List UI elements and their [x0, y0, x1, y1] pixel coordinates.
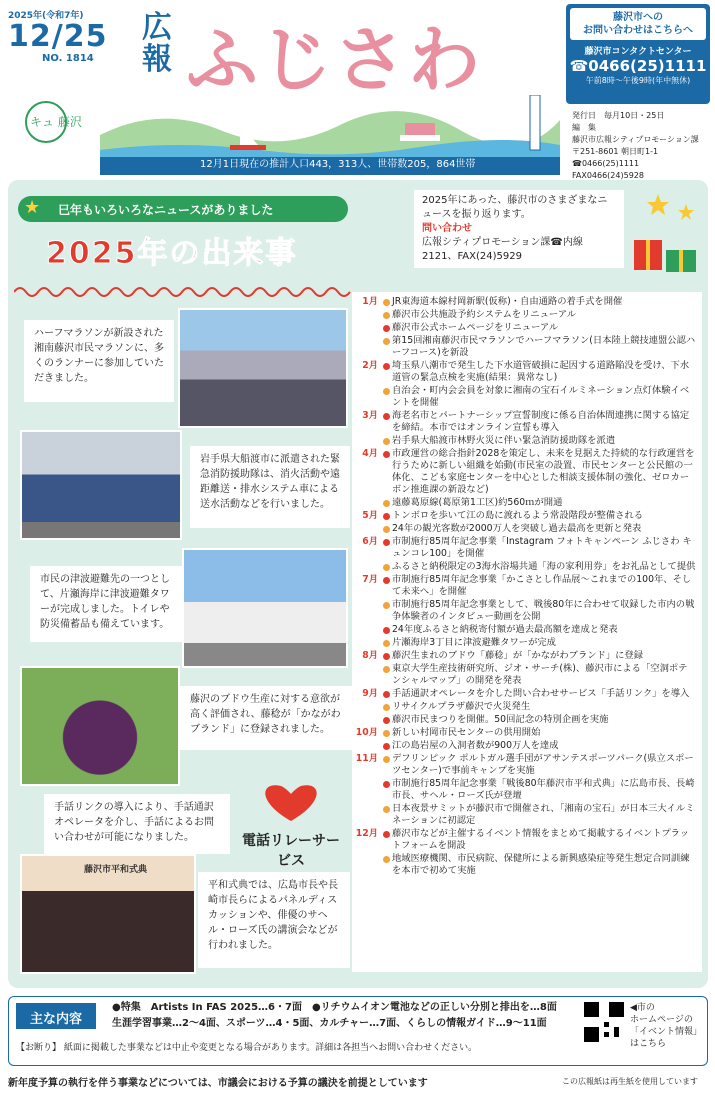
- koho-label: 広報: [142, 10, 172, 77]
- event-month: [352, 322, 382, 334]
- event-row: [352, 561, 696, 573]
- publication-logo: ふじさわ: [186, 18, 483, 102]
- contents-line1: ●特集 Artists In FAS 2025…6・7面 ●リチウムイオン電池などの正しい分別と排出を…8面: [112, 1002, 557, 1013]
- event-row: [352, 435, 696, 447]
- contact-box: [566, 4, 710, 104]
- event-text: リサイクルプラザ藤沢で火災発生: [382, 701, 696, 713]
- event-row: [352, 688, 696, 700]
- gift-boxes-icon: [628, 190, 702, 280]
- event-row: [352, 510, 696, 522]
- event-month: 8月: [362, 650, 378, 661]
- event-text: 海老名市とパートナーシップ宣誓制度に係る自治体間連携に関する協定を締結。本市ではオンライン宣誓も導入: [382, 410, 696, 434]
- intro-box: [414, 190, 624, 268]
- event-month: 6月: [362, 536, 378, 547]
- contents-line2: 生涯学習事業…2～4面、スポーツ…4・5面、カルチャー…7面、くらしの情報ガイド…9～11面: [112, 1018, 547, 1029]
- grapes-photo: [20, 666, 180, 786]
- event-month: [352, 714, 382, 726]
- event-month: [352, 523, 382, 535]
- event-row: [352, 714, 696, 726]
- population-text: 12月1日現在の推計人口443，313人、世帯数205，864世帯: [200, 159, 476, 170]
- event-row: [352, 828, 696, 852]
- intro-contact: 広報シティプロモーション課☎内線2121、FAX(24)5929: [422, 237, 583, 262]
- qr-caption: ◀市の ホームページの 「イベント情報」 はこちら: [630, 1003, 703, 1049]
- event-month: [352, 778, 382, 802]
- event-month: 11月: [355, 753, 378, 764]
- event-row: [352, 803, 696, 827]
- event-text: JR東海道本線村岡新駅(仮称)・自由通路の着手式を開催: [382, 296, 696, 308]
- firefighters-photo: [20, 430, 182, 540]
- contact-center: 藤沢市コンタクトセンター: [584, 47, 692, 57]
- event-text: 市制施行85周年記念事業として、戦後80年に合わせて収録した市内の戦争体験者のインタビュー動画を公開: [382, 599, 696, 623]
- event-month: 12月: [355, 828, 378, 839]
- publisher-info: [572, 110, 712, 182]
- event-row: [352, 637, 696, 649]
- event-text: 東京大学生産技術研究所、ジオ・サーチ(株)、藤沢市による「空洞ポテンシャルマップ」の開発を発表: [382, 663, 696, 687]
- event-text: 第15回湘南藤沢市民マラソンでハーフマラソン(日本陸上競技連盟公認ハーフコース)を新設: [382, 335, 696, 359]
- event-month: [352, 497, 382, 509]
- event-text: 手話通訳オペレータを介した問い合わせサービス「手話リンク」を導入: [382, 688, 696, 700]
- event-row: [352, 360, 696, 384]
- event-text: 藤沢市などが主催するイベント情報をまとめて掲載するイベントプラットフォームを開設: [382, 828, 696, 852]
- event-row: [352, 650, 696, 662]
- event-text: 遠藤葛原線(葛原第1工区)約560ｍが開通: [382, 497, 696, 509]
- event-text: 岩手県大船渡市林野火災に伴い緊急消防援助隊を派遣: [382, 435, 696, 447]
- event-text: 市制施行85周年記念事業「かこさとし作品展～これまでの100年、そして未来へ」を開催: [382, 574, 696, 598]
- event-month: [352, 599, 382, 623]
- event-month: [352, 740, 382, 752]
- event-row: [352, 296, 696, 308]
- marathon-photo: [178, 308, 348, 428]
- event-row: [352, 701, 696, 713]
- caption-peace: 平和式典では、広島市長や長崎市長らによるパネルディスカッションや、俳優のサヘル・ローズ氏の講演会などが行われました。: [198, 872, 350, 968]
- event-month: 4月: [362, 448, 378, 459]
- event-row: [352, 410, 696, 434]
- issue-date: [8, 8, 123, 88]
- caption-tower: 市民の津波避難先の一つとして、片瀬海岸に津波避難タワーが完成しました。トイレや防災備蓄品も備えています。: [30, 566, 182, 642]
- budget-note: 新年度予算の執行を伴う事業などについては、市議会における予算の議決を前提としています: [8, 1078, 428, 1089]
- event-row: [352, 536, 696, 560]
- event-month: [352, 335, 382, 359]
- event-row: [352, 740, 696, 752]
- event-month: 10月: [355, 727, 378, 738]
- event-month: [352, 309, 382, 321]
- event-row: [352, 663, 696, 687]
- event-row: [352, 448, 696, 496]
- star-icon: ★: [24, 197, 41, 218]
- event-month: [352, 803, 382, 827]
- event-text: 24年度ふるさと納税寄付額が過去最高額を達成と発表: [382, 624, 696, 636]
- era-text: 2025年(令和7年): [8, 11, 84, 21]
- event-text: 藤沢生まれのブドウ「藤稔」が「かながわブランド」に登録: [382, 650, 696, 662]
- event-month: [352, 385, 382, 409]
- caption-marathon: ハーフマラソンが新設された湘南藤沢市民マラソンに、多くのランナーに参加していただきました。: [24, 320, 174, 402]
- tel-fax: ☎0466(25)1111 FAX0466(24)5928: [572, 159, 644, 180]
- event-text: ふるさと納税限定の3海水浴場共通「海の家利用券」をお礼品として提供: [382, 561, 696, 573]
- event-text: 藤沢市公共施設予約システムをリニューアル: [382, 309, 696, 321]
- event-month: [352, 435, 382, 447]
- intro-body: 2025年にあった、藤沢市のさまざまなニュースを振り返ります。: [422, 195, 608, 220]
- contents-text: [112, 1000, 580, 1032]
- hall-banner: 藤沢市平和式典: [84, 865, 148, 875]
- intro-heading: 問い合わせ: [422, 223, 472, 234]
- event-text: 自治会・町内会会員を対象に湘南の宝石イルミネーション点灯体験イベントを開催: [382, 385, 696, 409]
- event-text: 地域医療機関、市民病院、保健所による新興感染症等発生想定合同訓練を本市で初めて実施: [382, 853, 696, 877]
- event-text: 片瀬海岸3丁目に津波避難タワーが完成: [382, 637, 696, 649]
- recycle-note: この広報紙は再生紙を使用しています: [562, 1077, 698, 1086]
- heart-hands-icon: [236, 776, 346, 826]
- event-month: 1月: [362, 296, 378, 307]
- event-text: 市制施行85周年記念事業「戦後80年藤沢市平和式典」に広島市長、長崎市長、サヘル・ローズ氏が登壇: [382, 778, 696, 802]
- event-row: [352, 624, 696, 636]
- qr-code-icon[interactable]: [584, 1002, 624, 1042]
- ribbon-banner: 巳年もいろいろなニュースがありました: [18, 196, 348, 222]
- event-text: 藤沢市公式ホームページをリニューアル: [382, 322, 696, 334]
- issue-number: NO. 1814: [42, 53, 94, 64]
- page-title: 2025年の出来事: [46, 236, 298, 271]
- event-text: トンボロを歩いて江の島に渡れるよう常設階段が整備される: [382, 510, 696, 522]
- event-row: [352, 727, 696, 739]
- caption-grapes: 藤沢のブドウ生産に対する意欲が高く評価され、藤稔が「かながわブランド」に登録されました。: [180, 686, 352, 750]
- event-text: 藤沢市民まつりを開催。50回記念の特別企画を実施: [382, 714, 696, 726]
- event-row: [352, 523, 696, 535]
- editor-dept: 藤沢市広報シティプロモーション課: [572, 135, 699, 144]
- event-row: [352, 753, 696, 777]
- event-text: 江の島岩屋の入洞者数が900万人を達成: [382, 740, 696, 752]
- mascot-text: キュ 藤沢: [30, 115, 82, 129]
- events-list: [352, 292, 702, 972]
- event-month: [352, 624, 382, 636]
- event-month: 9月: [362, 688, 378, 699]
- contact-tel: ☎0466(25)1111: [569, 57, 707, 75]
- caption-firefighters: 岩手県大船渡市に派遣された緊急消防援助隊は、消火活動や遠距離送・排水システム車による送水活動などを行いました。: [190, 446, 350, 528]
- event-month: [352, 637, 382, 649]
- contact-heading: 藤沢市への お問い合わせはこちらへ: [570, 8, 706, 40]
- event-text: 24年の観光客数が2000万人を突破し過去最高を更新と発表: [382, 523, 696, 535]
- event-row: [352, 497, 696, 509]
- event-row: [352, 574, 696, 598]
- event-text: 新しい村岡市民センターの供用開始: [382, 727, 696, 739]
- event-month: [352, 663, 382, 687]
- contact-hours: 午前8時～午後9時(年中無休): [585, 76, 691, 85]
- snake-wave-divider: [14, 282, 354, 302]
- event-month: [352, 561, 382, 573]
- address: 〒251-8601 朝日町1-1: [572, 147, 659, 156]
- event-text: 市政運営の総合指針2028を策定し、未来を見据えた持続的な行政運営を行うために新しい組織を始動(市民室の設置、市民センターと公民館の一体化、こども家庭センターを中心とした相談支援体制の強化、ゼロカーボン推進課の新設など): [382, 448, 696, 496]
- contents-label: 主な内容: [16, 1003, 96, 1029]
- event-month: 3月: [362, 410, 378, 421]
- tower-photo: [182, 548, 348, 668]
- event-row: [352, 322, 696, 334]
- relay-service-logo: [236, 776, 346, 869]
- event-month: 2月: [362, 360, 378, 371]
- event-row: [352, 599, 696, 623]
- event-row: [352, 778, 696, 802]
- event-row: [352, 853, 696, 877]
- peace-ceremony-photo: [20, 854, 196, 974]
- relay-text: 電話リレーサービス: [242, 833, 340, 869]
- event-row: [352, 309, 696, 321]
- publish-day: 発行日 毎月10日・25日: [572, 111, 665, 120]
- event-row: [352, 335, 696, 359]
- event-text: 埼玉県八潮市で発生した下水道管破損に起因する道路陥没を受け、下水道管の緊急点検を実施(結果：異常なし): [382, 360, 696, 384]
- masthead: [0, 0, 715, 178]
- event-month: 7月: [362, 574, 378, 585]
- event-text: 市制施行85周年記念事業「Instagram フォトキャンペーン ふじさわ キュンコレ100」を開催: [382, 536, 696, 560]
- edit-label: 編 集: [572, 123, 596, 132]
- event-text: デフリンピック ポルトガル選手団がアサンテスポーツパーク(県立スポーツセンター)で事前キャンプを実施: [382, 753, 696, 777]
- notice-text: 【お断り】 紙面に掲載した事業などは中止や変更となる場合があります。詳細は各担当へお問い合わせください。: [16, 1043, 478, 1053]
- date-text: 12/25: [8, 19, 108, 54]
- event-month: [352, 853, 382, 877]
- event-row: [352, 385, 696, 409]
- event-month: 5月: [362, 510, 378, 521]
- event-text: 日本夜景サミットが藤沢市で開催され、「湘南の宝石」が日本三大イルミネーションに初認定: [382, 803, 696, 827]
- caption-sign-link: 手話リンクの導入により、手話通訳オペレータを介し、手話によるお問い合わせが可能になりました。: [44, 794, 230, 854]
- event-month: [352, 701, 382, 713]
